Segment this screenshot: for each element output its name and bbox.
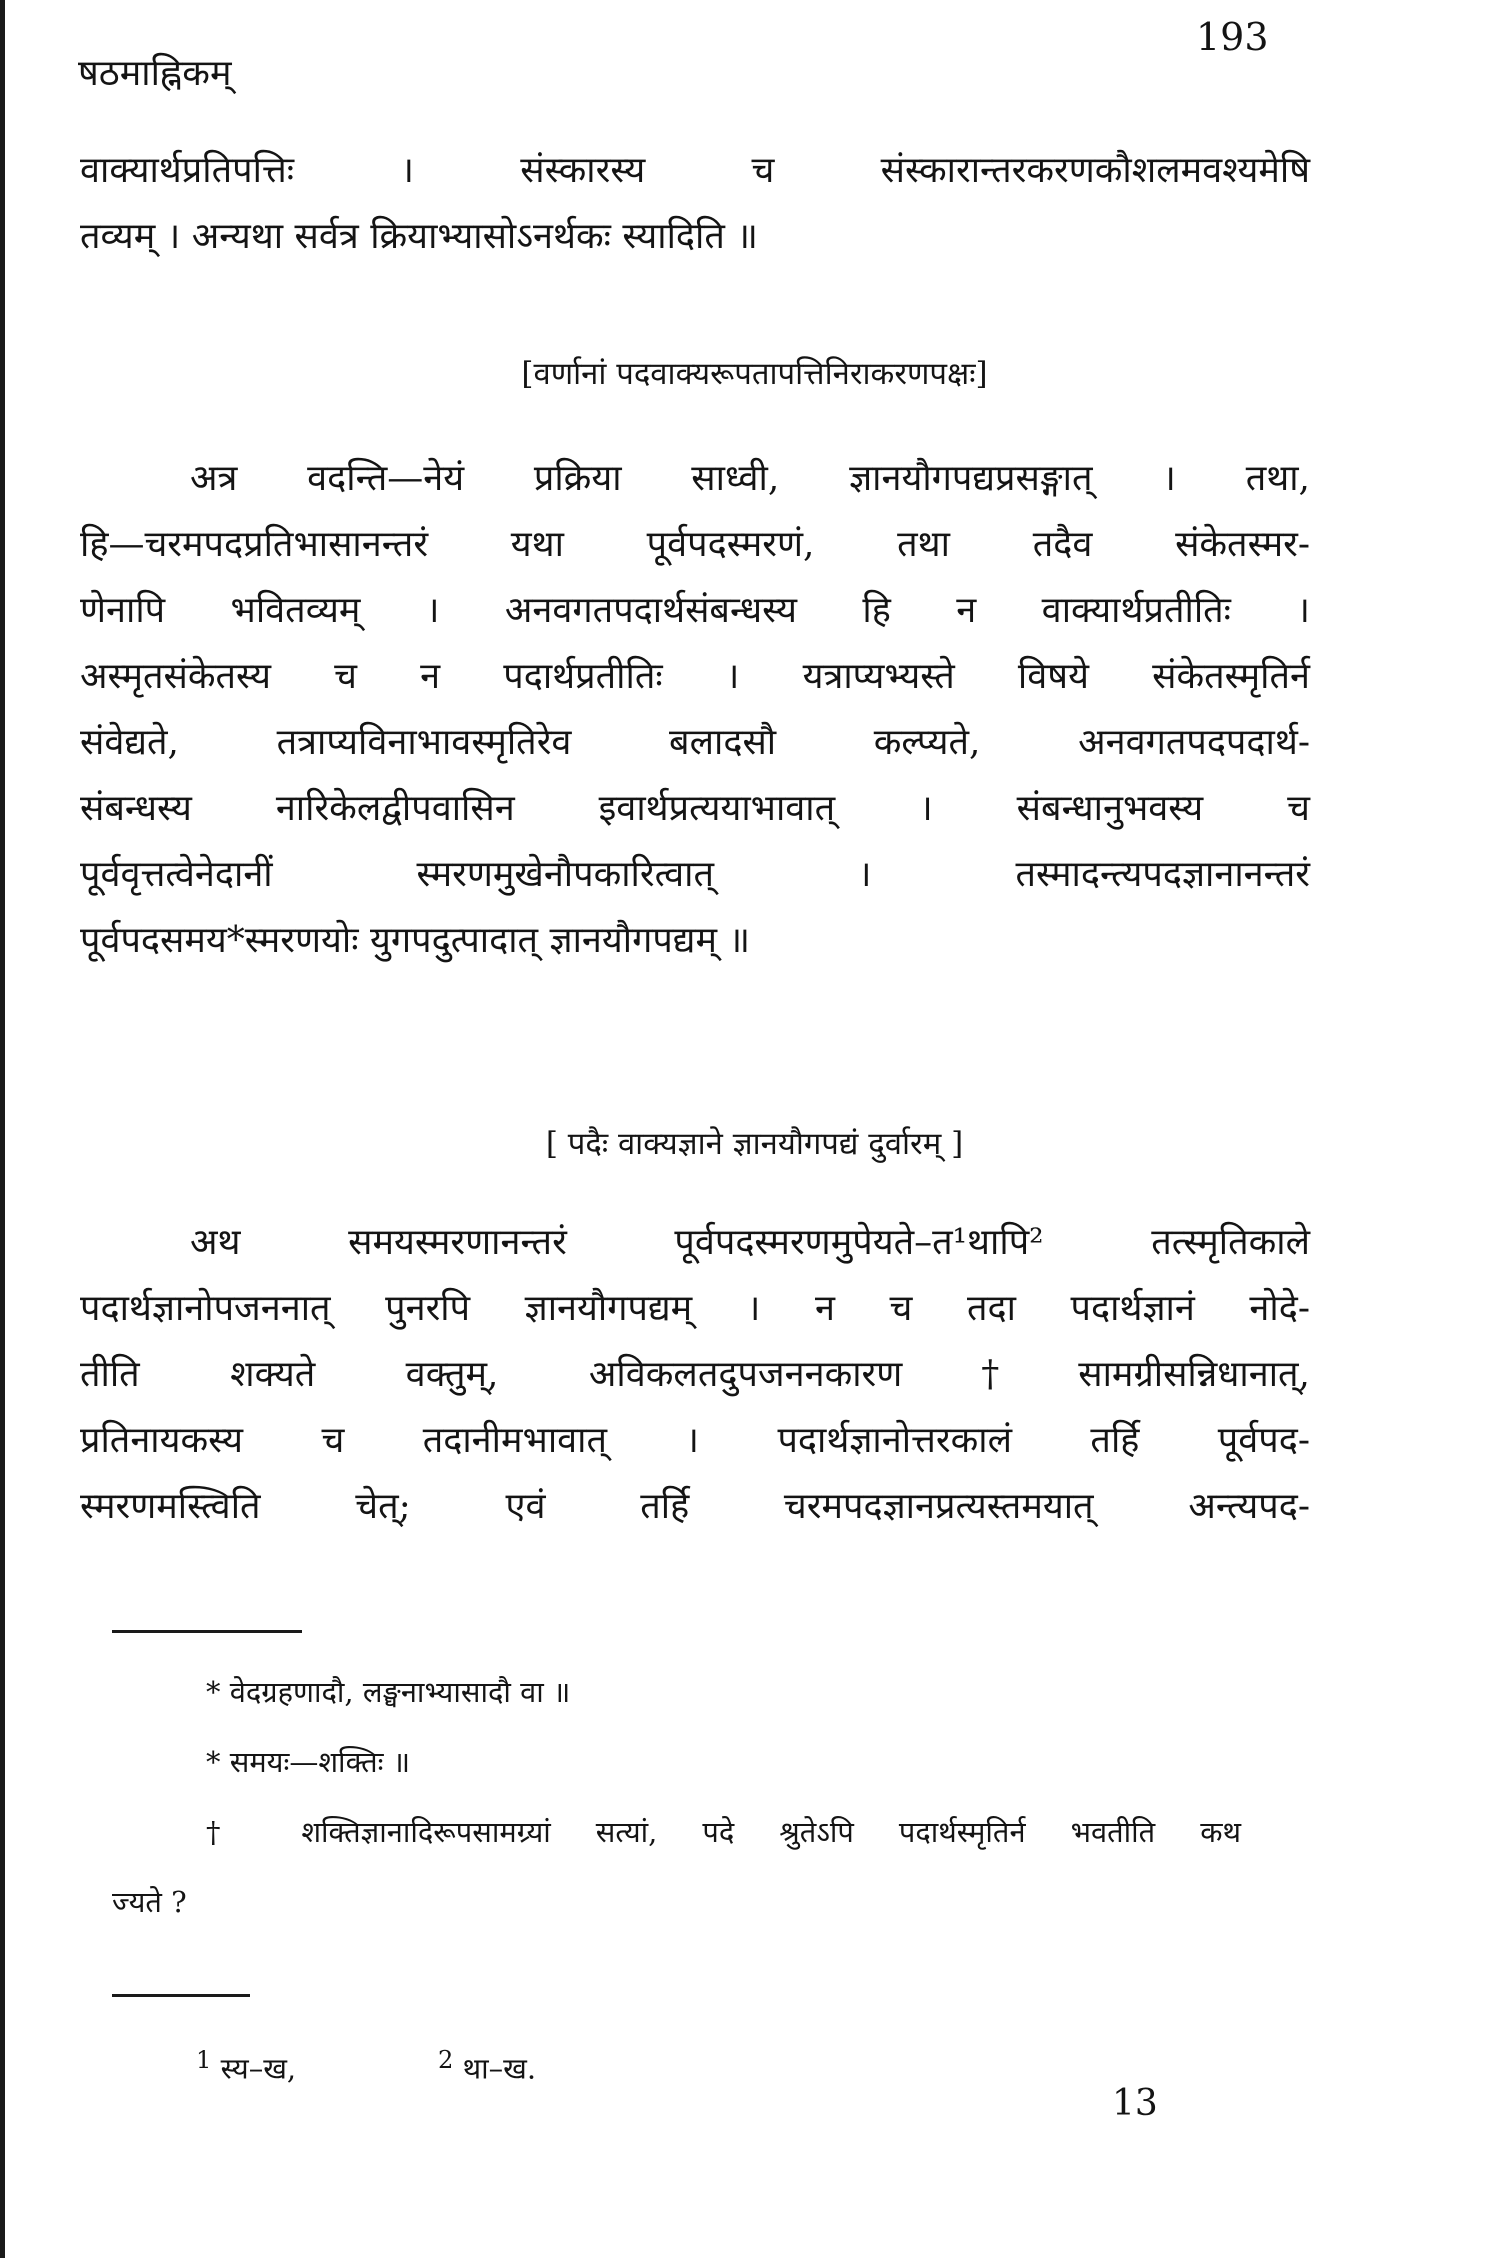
footnote-divider (112, 1630, 302, 1633)
footnote-continuation: ज्यते ? (112, 1885, 187, 1919)
paragraph-line: वाक्यार्थप्रतिपत्तिः । संस्कारस्य च संस्कारान्तरकरणकौशलमवश्यमेषि (80, 150, 1310, 191)
paragraph-line: अत्र वदन्ति—नेयं प्रक्रिया साध्वी, ज्ञानयौगपद्यप्रसङ्गात् । तथा, (190, 458, 1310, 499)
footnote: * वेदग्रहणादौ, लङ्घनाभ्यासादौ वा ॥ (206, 1675, 571, 1709)
paragraph-line: तीति शक्यते वक्तुम्, अविकलतदुपजननकारण†सामग्रीसन्निधानात्, (80, 1354, 1310, 1395)
paragraph-line: हि—चरमपदप्रतिभासानन्तरं यथा पूर्वपदस्मरणं, तथा तदैव संकेतस्मर- (80, 524, 1310, 565)
paragraph-line: पदार्थज्ञानोपजननात् पुनरपि ज्ञानयौगपद्यम् । न च तदा पदार्थज्ञानं नोदे- (80, 1288, 1310, 1329)
page-number: 193 (1196, 15, 1269, 59)
section-1-paragraph (80, 446, 1310, 974)
variant-reading-2 (438, 2038, 536, 2091)
paragraph-line: तव्यम् । अन्यथा सर्वत्र क्रियाभ्यासोऽनर्थकः स्यादिति ॥ (80, 216, 758, 257)
section-2-paragraph (80, 1210, 1310, 1540)
footnote: † शक्तिज्ञानादिरूपसामग्र्यां सत्यां, पदे श्रुतेऽपि पदार्थस्मृतिर्न भवतीति कथ (206, 1815, 1241, 1849)
paragraph-line: प्रतिनायकस्य च तदानीमभावात् । पदार्थज्ञानोत्तरकालं तर्हि पूर्वपद- (80, 1420, 1310, 1461)
variant-text: स्य–ख, (220, 2051, 297, 2086)
paragraph-line: पूर्वपदसमय*स्मरणयोः युगपदुत्पादात् ज्ञानयौगपद्यम् ॥ (80, 920, 751, 961)
running-head: षठमाह्निकम् (78, 53, 232, 94)
variant-marker: 1 (196, 2046, 212, 2074)
variants-divider (112, 1994, 250, 1997)
variant-text: था–ख. (462, 2051, 537, 2086)
section-heading-2: [ पदैः वाक्यज्ञाने ज्ञानयौगपद्यं दुर्वारम् ] (545, 1126, 964, 1162)
paragraph-line: संवेद्यते, तत्राप्यविनाभावस्मृतिरेव बलादसौ कल्प्यते, अनवगतपदपदार्थ- (80, 722, 1310, 763)
paragraph-line: पूर्ववृत्तत्वेनेदानीं स्मरणमुखेनौपकारित्वात् । तस्मादन्त्यपदज्ञानानन्तरं (80, 854, 1310, 895)
variant-marker: 2 (438, 2046, 454, 2074)
section-heading-1: [वर्णानां पदवाक्यरूपतापत्तिनिराकरणपक्षः] (521, 356, 988, 392)
paragraph-line: संबन्धस्य नारिकेलद्वीपवासिन इवार्थप्रत्ययाभावात् । संबन्धानुभवस्य च (80, 788, 1310, 829)
signature-mark: 13 (1112, 2083, 1158, 2124)
top-paragraph (80, 138, 1310, 270)
footnote: * समयः—शक्तिः ॥ (206, 1745, 411, 1779)
paragraph-line: णेनापि भवितव्यम् । अनवगतपदार्थसंबन्धस्य हि न वाक्यार्थप्रतीतिः । (80, 590, 1310, 631)
paragraph-line: स्मरणमस्त्विति चेत्; एवं तर्हि चरमपदज्ञानप्रत्यस्तमयात् अन्त्यपद- (80, 1486, 1310, 1527)
paragraph-line: अथ समयस्मरणानन्तरं पूर्वपदस्मरणमुपेयते–त¹थापि² तत्स्मृतिकाले (190, 1222, 1310, 1263)
variant-reading-1 (196, 2038, 296, 2091)
paragraph-line: अस्मृतसंकेतस्य च न पदार्थप्रतीतिः । यत्राप्यभ्यस्ते विषये संकेतस्मृतिर्न (80, 656, 1310, 697)
